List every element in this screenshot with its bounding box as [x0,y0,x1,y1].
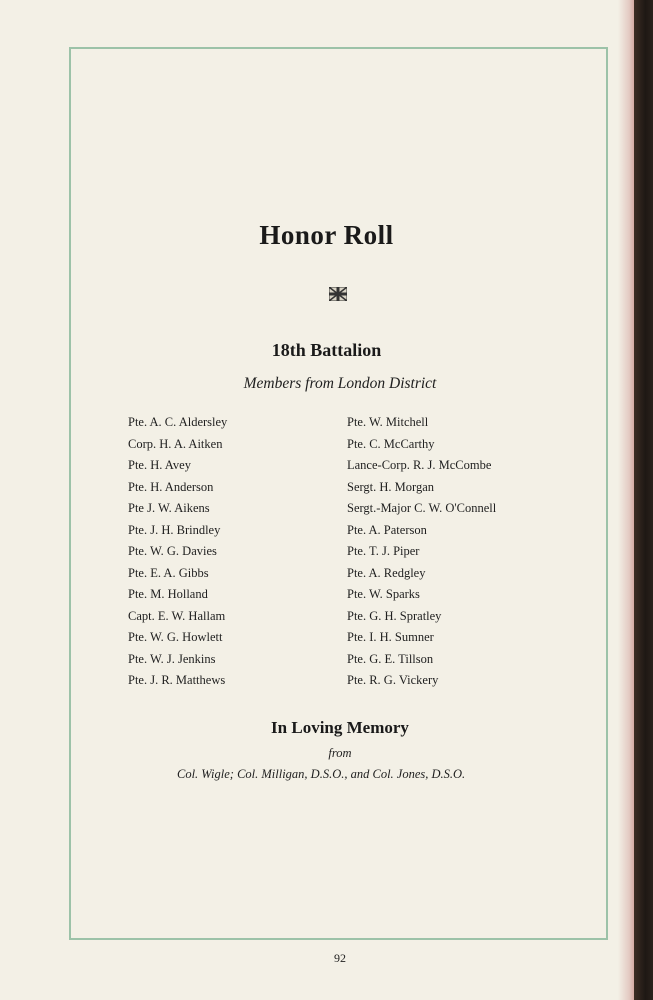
page-edge-stain [618,0,634,1000]
list-item: Pte. T. J. Piper [347,544,420,558]
list-item: Pte. I. H. Sumner [347,630,434,644]
list-item: Pte. J. R. Matthews [128,673,226,687]
list-item: Lance-Corp. R. J. McCombe [347,458,492,472]
names-right-column [347,412,496,692]
list-item: Pte. W. Sparks [347,587,420,601]
list-item: Pte. W. G. Davies [128,544,217,558]
list-item: Pte. A. Paterson [347,522,427,537]
memorial-heading: In Loving Memory [271,718,409,737]
list-item: Pte J. W. Aikens [128,501,210,515]
district-subheading: Members from London District [243,375,437,392]
list-item: Pte. J. H. Brindley [128,522,221,537]
list-item: Pte. R. G. Vickery [347,673,439,687]
memorial-names: Col. Wigle; Col. Milligan, D.S.O., and Col. Jones, D.S.O. [177,767,466,781]
list-item: Pte. W. Mitchell [347,415,429,429]
list-item: Pte. H. Anderson [128,479,214,494]
list-item: Sergt.-Major C. W. O'Connell [347,501,497,515]
list-item: Pte. W. J. Jenkins [128,651,216,666]
list-item: Pte. A. C. Aldersley [128,415,228,429]
memorial-from: from [328,746,352,760]
list-item: Pte. H. Avey [128,458,191,472]
list-item: Pte. M. Holland [128,587,208,601]
union-jack-icon [329,287,347,301]
page-number: 92 [334,951,346,965]
list-item: Pte. C. McCarthy [347,436,435,451]
list-item: Pte. A. Redgley [347,565,426,580]
list-item: Sergt. H. Morgan [347,479,435,494]
list-item: Pte. W. G. Howlett [128,630,223,644]
list-item: Pte. G. E. Tillson [347,651,434,666]
list-item: Pte. G. H. Spratley [347,608,442,623]
list-item: Capt. E. W. Hallam [128,608,226,623]
battalion-heading: 18th Battalion [271,340,382,360]
names-left-column [128,412,227,692]
page-title: Honor Roll [259,220,394,250]
list-item: Corp. H. A. Aitken [128,436,223,451]
book-spine-edge [634,0,653,1000]
list-item: Pte. E. A. Gibbs [128,565,209,580]
